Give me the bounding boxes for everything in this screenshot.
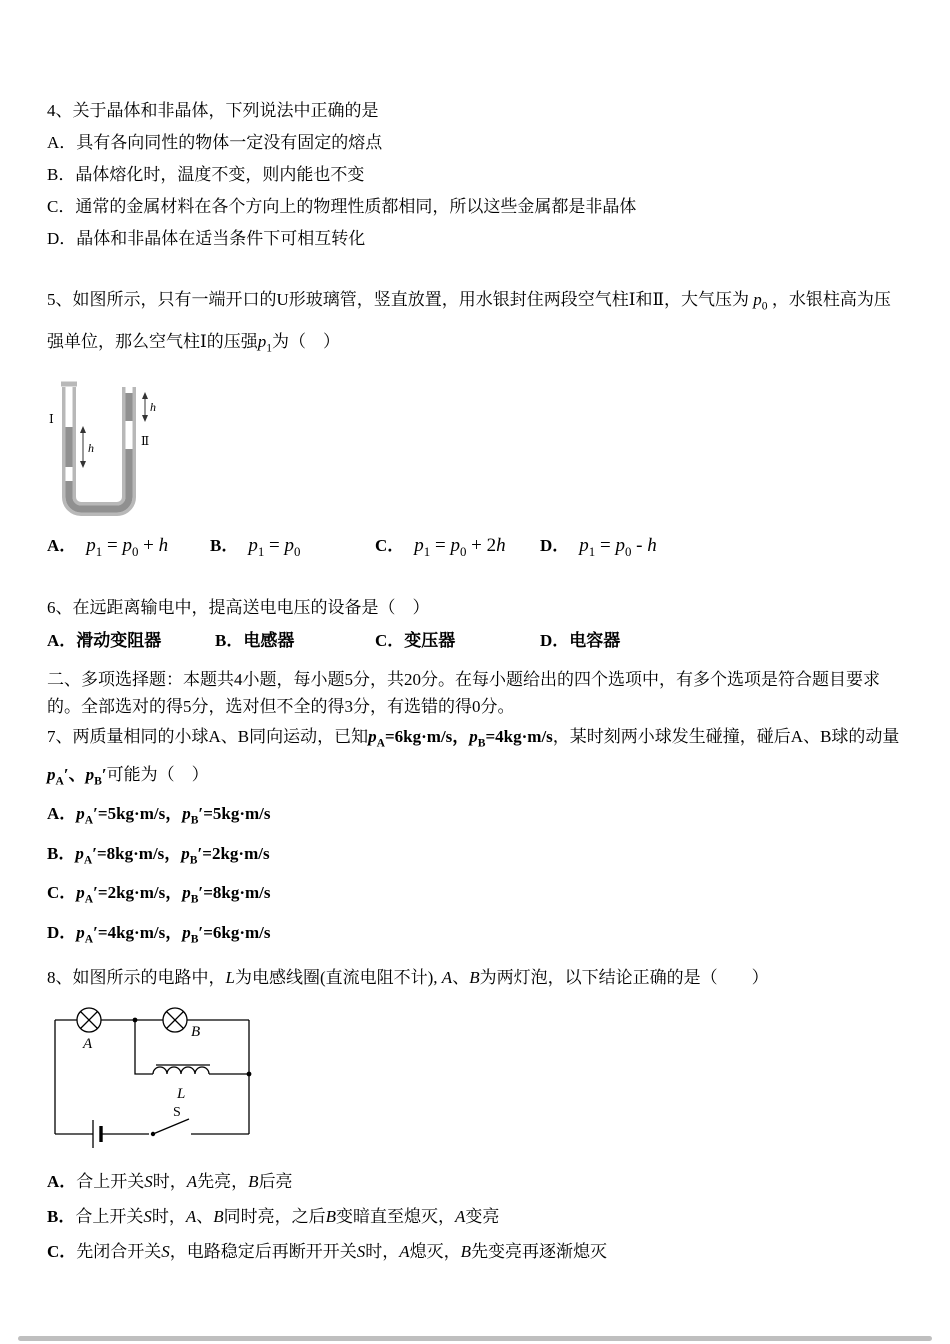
option-letter: D． (540, 535, 570, 555)
circuit-figure (47, 1002, 905, 1154)
junction-dot (133, 1018, 138, 1023)
lamp-a-cross (81, 1011, 98, 1028)
lamp-b-cross (167, 1011, 184, 1028)
option-text: 先闭合开关S，电路稳定后再断开开关S时，A熄灭，B先变亮再逐渐熄灭 (76, 1241, 608, 1261)
section-2-header: 二、多项选择题：本题共4小题，每小题5分，共20分。在每小题给出的四个选项中，有多个选项是符合题目要求的。全部选对的得5分，选对但不全的得3分，有选错的得0分。 (47, 669, 880, 716)
option-formula: $p_1 = p_0 + h$ (86, 534, 169, 559)
question-8-option-b (47, 1199, 905, 1234)
stem-part-bold: $p_A=6kg\cdot m/s$，$p_B=4kg\cdot m/s$ (368, 726, 553, 749)
option-formula: $p_1 = p_0$ (248, 534, 301, 559)
question-8-options (47, 1164, 905, 1269)
question-5-option-c (375, 531, 540, 560)
wire (135, 1020, 153, 1074)
question-4-option-a: A．具有各向同性的物体一定没有固定的熔点 (47, 133, 383, 152)
question-4 (47, 95, 905, 255)
right-h-arrow (142, 392, 148, 422)
u-tube-figure (43, 379, 905, 521)
question-4-option-b: B．晶体熔化时，温度不变，则内能也不变 (47, 165, 365, 184)
question-5-options (47, 531, 905, 560)
question-7 (47, 721, 905, 955)
question-5 (47, 282, 905, 560)
option-letter: A． (47, 1171, 77, 1191)
question-6-options (47, 624, 905, 657)
right-h-label: h (150, 399, 156, 414)
air-column-2-label: Ⅱ (141, 433, 150, 448)
question-5-option-a (47, 531, 210, 560)
stem-part: 7、两质量相同的小球A、B同向运动，已知 (47, 726, 369, 746)
option-text: 合上开关S时，A先亮，B后亮 (76, 1171, 293, 1191)
option-letter: B． (47, 1206, 76, 1226)
mercury-columns (69, 393, 129, 509)
question-8-option-a (47, 1164, 905, 1199)
question-8-option-c (47, 1234, 905, 1269)
option-text: 合上开关S时，A、B同时亮，之后B变暗直至熄灭，A变亮 (75, 1206, 500, 1226)
question-7-option-d: D．$p_A'=4kg\cdot m/s$，$p_B'=6kg\cdot m/s$ (47, 922, 271, 945)
left-h-label: h (88, 440, 94, 455)
junction-dot (247, 1072, 252, 1077)
question-6-option-b: B．电感器 (215, 630, 295, 650)
question-7-option-b: B．$p_A'=8kg\cdot m/s$，$p_B'=2kg\cdot m/s$ (47, 843, 270, 867)
question-5-stem: 5、如图所示，只有一端开口的U形玻璃管，竖直放置，用水银封住两段空气柱Ⅰ和Ⅱ，大气压为 $p_0$ ，水银柱高为压强单位，那么空气柱Ⅰ的压强$p_1$为（ ） (47, 290, 891, 355)
left-h-arrow (80, 426, 86, 468)
question-8-stem: 8、如图所示的电路中，L为电感线圈(直流电阻不计), A、B为两灯泡，以下结论正确的是（ ） (47, 967, 769, 987)
stem-part: ，某时刻两小球发生碰撞，碰后A、B球的动量 (552, 726, 900, 746)
air-column-1-label: Ⅰ (49, 411, 54, 426)
option-letter: C． (47, 1241, 77, 1261)
page-bottom-edge (18, 1336, 932, 1341)
question-6-option-a: A．滑动变阻器 (47, 630, 162, 650)
question-8 (47, 962, 905, 1269)
question-7-option-c: C．$p_A'=2kg\cdot m/s$，$p_B'=8kg\cdot m/s$ (47, 883, 271, 906)
question-5-option-d (540, 531, 657, 560)
inductor-label: L (177, 1085, 186, 1102)
question-4-option-c: C．通常的金属材料在各个方向上的物理性质都相同，所以这些金属都是非晶体 (47, 197, 637, 216)
u-tube-figure-svg (43, 379, 163, 521)
question-6-stem: 6、在远距离输电中，提高送电电压的设备是（ ） (47, 597, 430, 617)
question-4-option-d: D．晶体和非晶体在适当条件下可相互转化 (47, 229, 366, 248)
question-6-option-c: C．变压器 (375, 630, 456, 650)
inductor-coil (153, 1067, 209, 1074)
question-4-stem: 4、关于晶体和非晶体，下列说法中正确的是 (47, 101, 379, 120)
question-7-option-a: A．$p_A'=5kg\cdot m/s$，$p_B'=5kg\cdot m/s$ (47, 804, 271, 827)
stem-part: 可能为（ ） (106, 764, 209, 784)
option-letter: B． (210, 535, 239, 555)
option-formula: $p_1 = p_0 + 2h$ (414, 534, 506, 559)
question-7-stem (47, 721, 905, 798)
question-6-option-d: D．电容器 (540, 630, 621, 650)
stem-part-bold: $p_A'$、$p_B'$ (47, 764, 107, 788)
question-5-option-b (210, 531, 375, 560)
lamp-b-label: B (191, 1023, 201, 1040)
option-formula: $p_1 = p_0 - h$ (579, 534, 657, 559)
switch-pivot (151, 1132, 155, 1136)
option-letter: C． (375, 535, 405, 555)
lamp-a-label: A (83, 1035, 93, 1052)
switch-lever (153, 1119, 189, 1134)
switch-label: S (173, 1104, 181, 1120)
question-6 (47, 592, 905, 657)
circuit-figure-svg (47, 1002, 259, 1154)
option-letter: A． (47, 535, 77, 555)
